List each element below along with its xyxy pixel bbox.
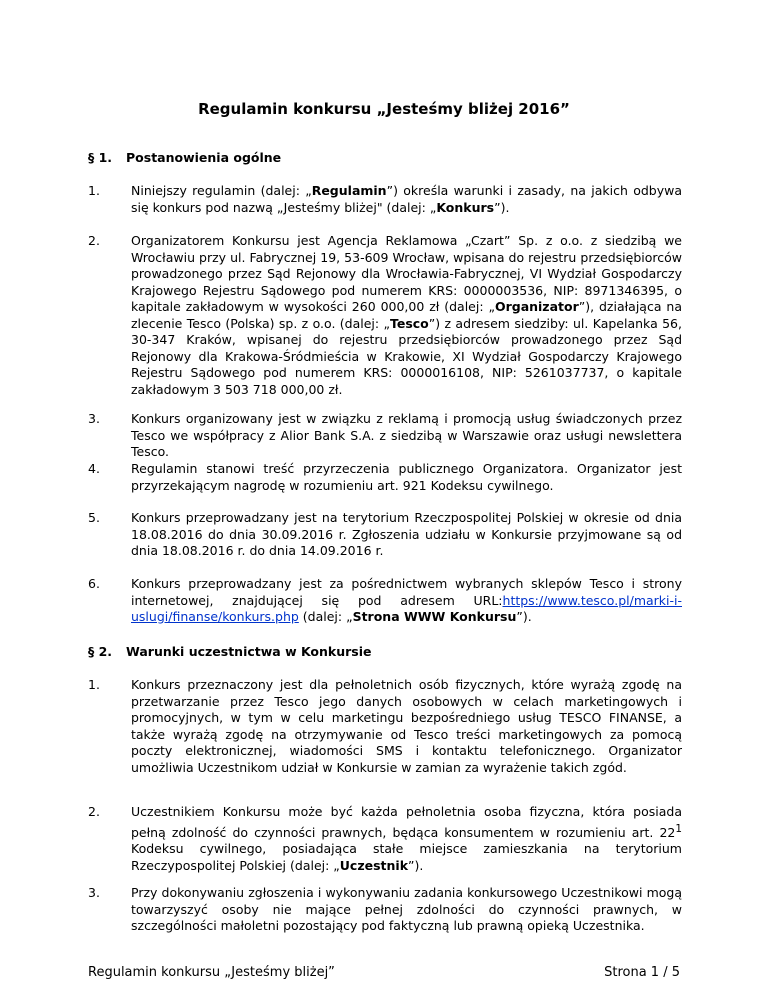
paragraph-number: 4. [88, 461, 100, 476]
paragraph [88, 233, 682, 398]
paragraph-text: Przy dokonywaniu zgłoszenia i wykonywaniu zadania konkursowego Uczestnikowi mogą towarzyszyć osoby nie mające pełnej zdolności do czynności prawnych, w szczególności małoletni pozostający pod faktyczną lub prawną opieką Uczestnika. [131, 885, 682, 933]
paragraph-text: Regulamin stanowi treść przyrzeczenia publicznego Organizatora. Organizator jest przyrzekającym nagrodę w rozumieniu art. 921 Kodeksu cywilnego. [131, 461, 682, 493]
paragraph [88, 411, 682, 461]
footer-document-name: Regulamin konkursu „Jesteśmy bliżej” [88, 965, 335, 980]
paragraph-text: Uczestnikiem Konkursu może być każda pełnoletnia osoba fizyczna, która posiada pełną zdolność do czynności prawnych, będąca konsumentem w rozumieniu art. $22^1$ Kodeksu cywilnego, posiadająca stałe miejsce zamieszkania na terytorium Rzeczypospolitej Polskiej (dalej: „Uczestnik”). [131, 804, 682, 873]
footer-page-number: Strona 1 / 5 [604, 965, 680, 980]
paragraph-number: 3. [88, 411, 100, 426]
paragraph [88, 183, 682, 216]
section-number: § 1. [88, 150, 113, 165]
paragraph [88, 461, 682, 494]
paragraph-text: Konkurs przeprowadzany jest na terytorium Rzeczpospolitej Polskiej w okresie od dnia 18.08.2016 do dnia 30.09.2016 r. Zgłoszenia udziału w Konkursie przyjmowane są od dnia 18.08.2016 r. do dnia 14.09.2016 r. [131, 510, 682, 558]
paragraph [88, 510, 682, 560]
document-title: Regulamin konkursu „Jesteśmy bliżej 2016” [198, 100, 570, 118]
paragraph-number: 3. [88, 885, 100, 900]
paragraph [88, 804, 682, 874]
paragraph-number: 2. [88, 804, 100, 819]
paragraph-text: Konkurs przeznaczony jest dla pełnoletnich osób fizycznych, które wyrażą zgodę na przetwarzanie przez Tesco jego danych osobowych w celach marketingowych i promocyjnych, w tym w celu marketingu bezpośredniego usług TESCO FINANSE, a także wyrażą zgodę na otrzymywanie od Tesco treści marketingowych za pomocą poczty elektronicznej, wiadomości SMS i kontaktu telefonicznego. Organizator umożliwia Uczestnikom udział w Konkursie w zamian za wyrażenie takich zgód. [131, 677, 682, 775]
paragraph [88, 677, 682, 776]
section-2-heading [88, 644, 372, 659]
paragraph-number: 5. [88, 510, 100, 525]
section-number: § 2. [88, 644, 113, 659]
paragraph-number: 6. [88, 576, 100, 591]
paragraph-number: 2. [88, 233, 100, 248]
paragraph-text: Organizatorem Konkursu jest Agencja Reklamowa „Czart” Sp. z o.o. z siedzibą we Wrocławiu przy ul. Fabrycznej 19, 53-609 Wrocław, wpisana do rejestru przedsiębiorców prowadzonego przez Sąd Rejonowy dla Wrocławia-Fabrycznej, VI Wydział Gospodarczy Krajowego Rejestru Sądowego pod numerem KRS: 0000003536, NIP: 8971346395, o kapitale zakładowym w wysokości 260 000,00 zł (dalej: „Organizator”), działająca na zlecenie Tesco (Polska) sp. z o.o. (dalej: „Tesco”) z adresem siedziby: ul. Kapelanka 56, 30-347 Kraków, wpisanej do rejestru przedsiębiorców prowadzonego przez Sąd Rejonowy dla Krakowa-Śródmieścia w Krakowie, XI Wydział Gospodarczy Krajowego Rejestru Sądowego pod numerem KRS: 0000016108, NIP: 5261037737, o kapitale zakładowym 3 503 718 000,00 zł. [131, 233, 682, 397]
section-1-heading [88, 150, 281, 165]
paragraph [88, 885, 682, 935]
paragraph-text: Konkurs przeprowadzany jest za pośrednictwem wybranych sklepów Tesco i strony internetowej, znajdującej się pod adresem URL:https://www.tesco.pl/marki-i-uslugi/finanse/konkurs.php (dalej: „Strona WWW Konkursu”). [131, 576, 682, 624]
section-title: Warunki uczestnictwa w Konkursie [126, 644, 372, 659]
paragraph-text: Niniejszy regulamin (dalej: „Regulamin”) określa warunki i zasady, na jakich odbywa się konkurs pod nazwą „Jesteśmy bliżej" (dalej: „Konkurs”). [131, 183, 682, 215]
section-title: Postanowienia ogólne [126, 150, 282, 165]
paragraph [88, 576, 682, 626]
paragraph-number: 1. [88, 183, 100, 198]
paragraph-number: 1. [88, 677, 100, 692]
paragraph-text: Konkurs organizowany jest w związku z reklamą i promocją usług świadczonych przez Tesco we współpracy z Alior Bank S.A. z siedzibą w Warszawie oraz usługi newslettera Tesco. [131, 411, 682, 459]
